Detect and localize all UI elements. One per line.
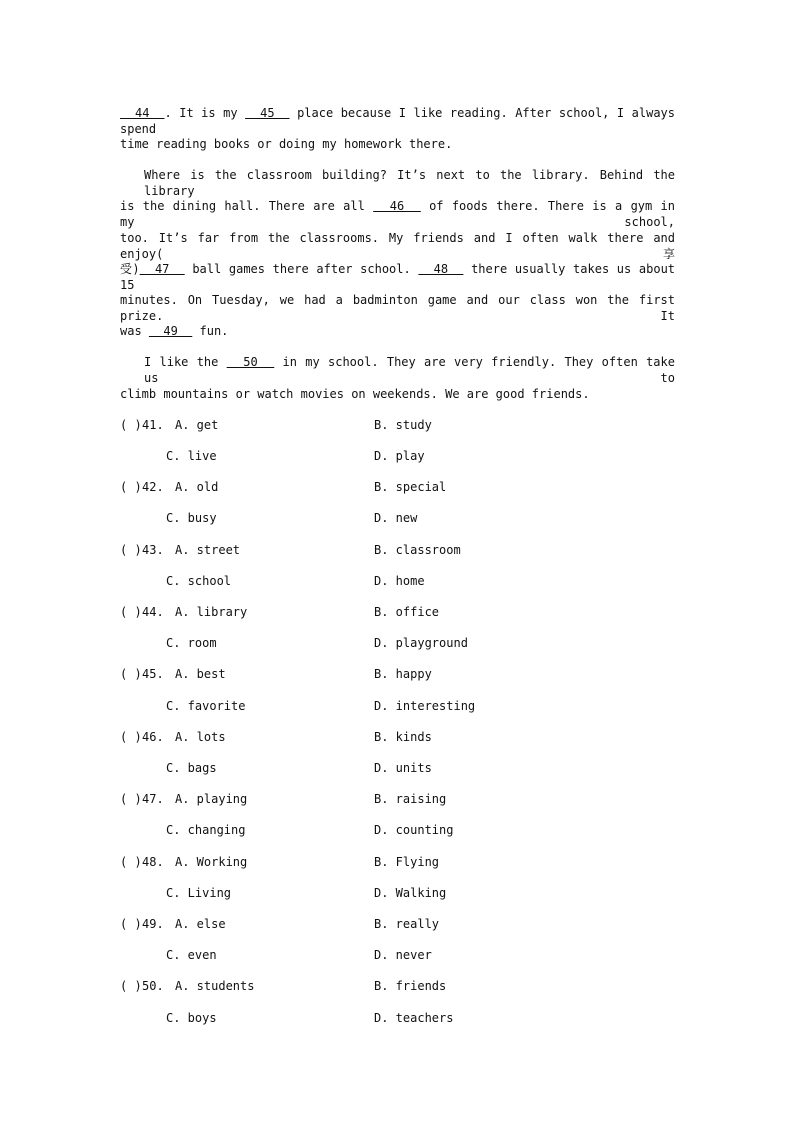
answer-bracket: ( ) (120, 480, 142, 494)
question-number: 49. (142, 917, 164, 931)
option-c: C. changing (166, 823, 246, 837)
question-row (120, 666, 675, 682)
question-row (120, 854, 675, 870)
question-row (120, 698, 675, 714)
question-number: 50. (142, 979, 164, 993)
question-row (120, 760, 675, 776)
answer-bracket: ( ) (120, 418, 142, 432)
option-c: C. school (166, 574, 232, 588)
question-row (120, 573, 675, 589)
question-row (120, 791, 675, 807)
passage-text: of foods there. There is a gym in my school, (120, 199, 675, 229)
question-row (120, 822, 675, 838)
question-number: 47. (142, 792, 164, 806)
option-d: D. home (374, 574, 425, 588)
option-c: C. favorite (166, 699, 246, 713)
blank-44: 44 (120, 106, 165, 120)
question-row (120, 635, 675, 651)
option-d: D. units (374, 761, 432, 775)
question-row (120, 479, 675, 495)
option-c: C. live (166, 449, 217, 463)
option-d: D. never (374, 948, 432, 962)
answer-bracket: ( ) (120, 605, 142, 619)
option-a: A. library (175, 605, 248, 619)
passage-text: 受) (120, 262, 140, 276)
option-a: A. street (175, 543, 241, 557)
option-a: A. best (175, 667, 226, 681)
passage-line: time reading books or doing my homework there. (120, 137, 453, 151)
option-d: D. counting (374, 823, 454, 837)
question-row (120, 947, 675, 963)
option-a: A. lots (175, 730, 226, 744)
option-a: A. Working (175, 855, 248, 869)
question-row (120, 885, 675, 901)
passage-text: in my school. They are very friendly. They often take us to (144, 355, 675, 385)
answer-bracket: ( ) (120, 792, 142, 806)
option-b: B. raising (374, 792, 447, 806)
answer-bracket: ( ) (120, 730, 142, 744)
option-a: A. old (175, 480, 219, 494)
option-d: D. Walking (374, 886, 447, 900)
question-row (120, 542, 675, 558)
option-d: D. play (374, 449, 425, 463)
answer-bracket: ( ) (120, 855, 142, 869)
option-b: B. happy (374, 667, 432, 681)
question-row (120, 978, 675, 994)
passage-line (120, 261, 676, 292)
option-c: C. Living (166, 886, 232, 900)
option-b: B. kinds (374, 730, 432, 744)
option-c: C. bags (166, 761, 217, 775)
question-row (120, 729, 675, 745)
passage-text: was (120, 324, 149, 338)
option-b: B. special (374, 480, 447, 494)
option-b: B. really (374, 917, 440, 931)
question-row (120, 1010, 675, 1026)
option-c: C. boys (166, 1011, 217, 1025)
blank-46: 46 (373, 199, 421, 213)
passage-line (120, 198, 675, 229)
question-row (120, 448, 675, 464)
blank-50: 50 (226, 355, 275, 369)
passage-line (120, 323, 675, 339)
question-number: 45. (142, 667, 164, 681)
option-d: D. playground (374, 636, 468, 650)
option-b: B. friends (374, 979, 447, 993)
answer-bracket: ( ) (120, 667, 142, 681)
passage-text: ball games there after school. (184, 262, 419, 276)
option-b: B. office (374, 605, 440, 619)
option-b: B. study (374, 418, 432, 432)
option-a: A. else (175, 917, 226, 931)
question-number: 43. (142, 543, 164, 557)
question-row (120, 510, 675, 526)
option-c: C. even (166, 948, 217, 962)
passage-line (144, 354, 675, 385)
option-d: D. teachers (374, 1011, 454, 1025)
blank-47: 47 (139, 262, 185, 276)
answer-bracket: ( ) (120, 917, 142, 931)
option-b: B. Flying (374, 855, 440, 869)
question-number: 48. (142, 855, 164, 869)
question-number: 46. (142, 730, 164, 744)
question-number: 41. (142, 418, 164, 432)
passage-text: place because I like reading. After school, I always spend (120, 106, 675, 136)
passage-text: fun. (192, 324, 229, 338)
option-c: C. room (166, 636, 217, 650)
question-row (120, 916, 675, 932)
blank-45: 45 (245, 106, 290, 120)
question-number: 42. (142, 480, 164, 494)
passage-text: there usually takes us about 15 (120, 262, 676, 292)
passage-line: too. It’s far from the classrooms. My friends and I often walk there and enjoy(享 (120, 231, 675, 261)
question-row (120, 604, 675, 620)
blank-49: 49 (148, 324, 193, 338)
option-d: D. interesting (374, 699, 476, 713)
answer-bracket: ( ) (120, 979, 142, 993)
passage-text: I like the (144, 355, 227, 369)
option-d: D. new (374, 511, 418, 525)
passage-line (120, 105, 675, 136)
option-a: A. playing (175, 792, 248, 806)
option-a: A. get (175, 418, 219, 432)
blank-48: 48 (418, 262, 464, 276)
passage-line: Where is the classroom building? It’s next to the library. Behind the library (144, 168, 675, 198)
option-c: C. busy (166, 511, 217, 525)
answer-bracket: ( ) (120, 543, 142, 557)
passage-text: is the dining hall. There are all (120, 199, 374, 213)
option-a: A. students (175, 979, 255, 993)
passage-text: . It is my (164, 106, 246, 120)
option-b: B. classroom (374, 543, 461, 557)
passage-line: minutes. On Tuesday, we had a badminton game and our class won the first prize. It (120, 293, 675, 323)
question-number: 44. (142, 605, 164, 619)
question-row (120, 417, 675, 433)
passage-line: climb mountains or watch movies on weekends. We are good friends. (120, 387, 590, 401)
